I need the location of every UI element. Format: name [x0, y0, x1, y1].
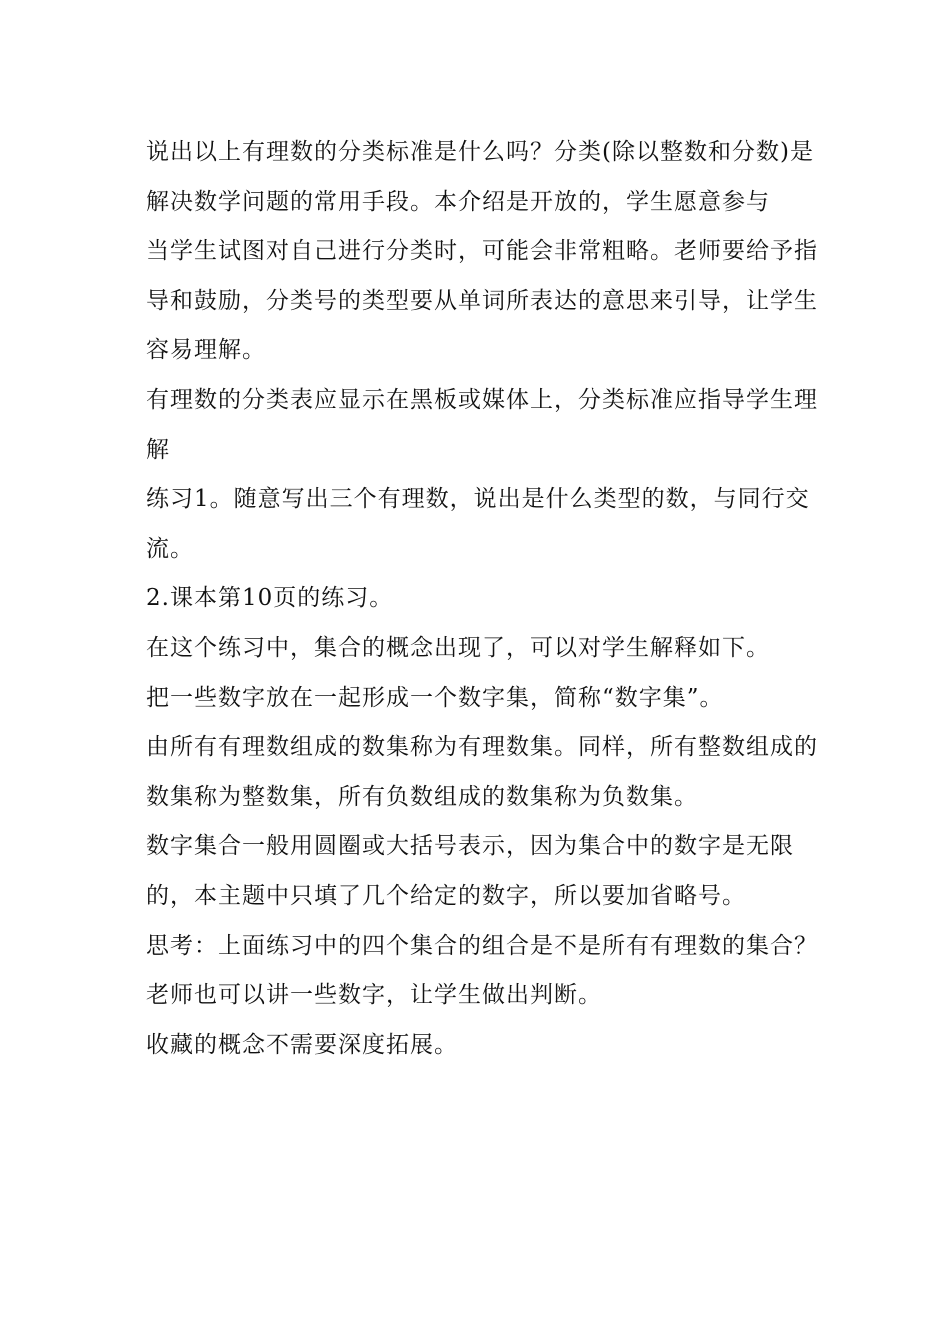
paragraph-exercise-1: 练习1。随意写出三个有理数，说出是什么类型的数，与同行交流。: [146, 486, 810, 562]
paragraph-think: 思考：上面练习中的四个集合的组合是不是所有有理数的集合？: [146, 932, 818, 959]
paragraph-teacher-numbers: 老师也可以讲一些数字，让学生做出判断。: [146, 982, 602, 1009]
paragraph-classification-table: 有理数的分类表应显示在黑板或媒体上，分类标准应指导学生理解: [146, 386, 818, 463]
paragraph-exercise-2: 2.课本第10页的练习。: [146, 585, 394, 612]
paragraph-classification-intro: 说出以上有理数的分类标准是什么吗？分类(除以整数和分数)是解决数学问题的常用手段。本介绍是开放的，学生愿意参与: [146, 139, 814, 215]
paragraph-number-set: 把一些数字放在一起形成一个数字集，简称“数字集”。: [146, 684, 724, 711]
paragraph-set-notation: 数字集合一般用圆圈或大括号表示，因为集合中的数字是无限的，本主题中只填了几个给定的数字，所以要加省略号。: [146, 833, 794, 909]
paragraph-collection-concept: 收藏的概念不需要深度拓展。: [146, 1031, 458, 1058]
paragraph-rational-set: 由所有有理数组成的数集称为有理数集。同样，所有整数组成的数集称为整数集，所有负数组成的数集称为负数集。: [146, 734, 818, 810]
document-body: [146, 128, 818, 1070]
paragraph-set-concept: 在这个练习中，集合的概念出现了，可以对学生解释如下。: [146, 634, 770, 661]
paragraph-teacher-guidance: 当学生试图对自己进行分类时，可能会非常粗略。老师要给予指导和鼓励，分类号的类型要从单词所表达的意思来引导，让学生容易理解。: [146, 238, 818, 364]
